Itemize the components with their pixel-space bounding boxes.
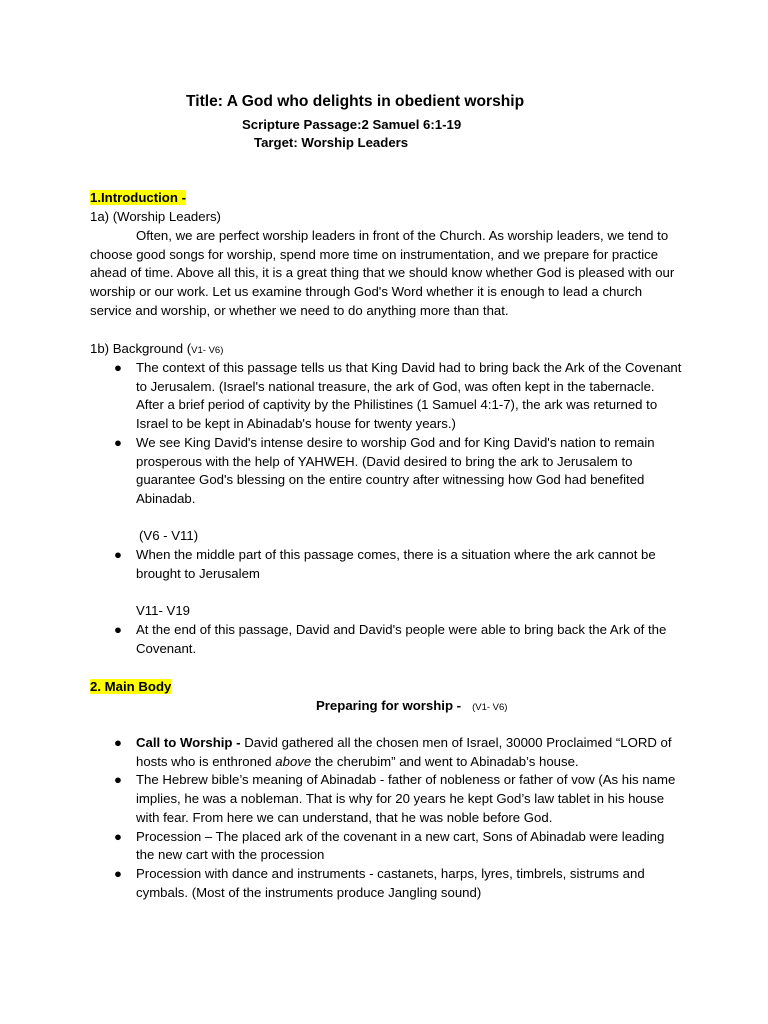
main-body-heading	[90, 678, 171, 697]
subsection-v11-v19: V11- V19	[136, 603, 191, 618]
list-item	[90, 546, 682, 583]
bullet-icon: ●	[114, 434, 122, 450]
list-item-text: David gathered all the chosen men of Israel, 30000 Proclaimed “LORD of hosts who is enthroned	[136, 735, 672, 769]
preparing-for-worship-ref: (V1- V6)	[472, 702, 508, 713]
bullet-icon: ●	[114, 735, 122, 750]
bullet-icon: ●	[114, 772, 122, 788]
bullet-icon: ●	[114, 547, 122, 562]
introduction-heading-text: 1.Introduction -	[90, 190, 186, 205]
target-audience: Target: Worship Leaders	[254, 135, 409, 150]
bullet-icon: ●	[114, 622, 122, 637]
list-item-text: The context of this passage tells us that King David had to bring back the Ark of the Covenant to Jerusalem. (Israel's national treasure, the ark of God, was often kept in the tabernacle. After a brief period of captivity by the Philistines (1 Samuel 4:1-7), the ark was returned to Israel to be kept in Abinadab's house for twenty years.)	[136, 360, 682, 432]
list-item-text: Procession with dance and instruments - castanets, harps, lyres, timbrels, sistrums and cymbals. (Most of the instruments produce Jangling sound)	[136, 865, 645, 900]
introduction-heading	[90, 189, 186, 208]
list-item-text: At the end of this passage, David and David's people were able to bring back the Ark of the Covenant.	[136, 622, 667, 656]
list-item-text: the cherubim” and went to Abinadab’s house.	[311, 753, 579, 769]
subsection-v6-v11: (V6 - V11)	[139, 528, 199, 543]
introduction-paragraph-text: Often, we are perfect worship leaders in front of the Church. As worship leaders, we tend to choose good songs for worship, spend more time on instrumentation, and we prepare for practice ahead of time. Above all this, it is a great thing that we should know whether God is pleased with our worship or our work. Let us examine through God's Word whether it is enough to lead a church service and worship, or whether we need to do anything more than that.	[90, 228, 675, 318]
preparing-for-worship-heading	[316, 697, 507, 718]
list-item-text: We see King David's intense desire to worship God and for King David's nation to remain prosperous with the help of YAHWEH. (David desired to bring the ark to Jerusalem to guarantee God's blessing on the entire country after witnessing how God had benefited Abinadab.	[136, 434, 655, 506]
end-bullets	[90, 621, 682, 658]
list-item	[90, 359, 682, 434]
subsection-1a: 1a) (Worship Leaders)	[90, 209, 221, 224]
list-item	[90, 434, 682, 509]
bullet-icon: ●	[114, 865, 122, 881]
list-item-text: Procession – The placed ark of the covenant in a new cart, Sons of Abinadab were leading the new cart with the procession	[136, 828, 665, 863]
bullet-icon: ●	[114, 360, 122, 375]
list-item	[90, 771, 682, 827]
scripture-passage: Scripture Passage:2 Samuel 6:1-19	[242, 117, 462, 132]
introduction-paragraph	[90, 227, 682, 321]
list-item-text: The Hebrew bible’s meaning of Abinadab - father of nobleness or father of vow (As his name implies, he was a nobleman. That is why for 20 years he kept God’s law tablet in his house with fear. From here we can understand, that he was noble before God.	[136, 772, 676, 825]
list-item	[90, 621, 682, 658]
subsection-1b	[90, 340, 223, 361]
middle-bullets	[90, 546, 682, 583]
list-item-italic: above	[275, 753, 312, 769]
preparing-for-worship-text: Preparing for worship -	[316, 698, 462, 713]
list-item	[90, 865, 682, 902]
list-item	[90, 734, 682, 771]
list-item-text: When the middle part of this passage comes, there is a situation where the ark cannot be brought to Jerusalem	[136, 547, 656, 581]
call-to-worship-label: Call to Worship -	[136, 735, 241, 750]
main-body-bullets	[90, 734, 682, 902]
sermon-title: Title: A God who delights in obedient worship	[186, 93, 525, 110]
main-body-heading-text: 2. Main Body	[90, 679, 172, 694]
subsection-1b-label: 1b) Background (	[90, 341, 192, 356]
list-item	[90, 828, 682, 865]
bullet-icon: ●	[114, 828, 122, 844]
background-bullets	[90, 359, 682, 509]
subsection-1b-ref: V1- V6)	[191, 345, 224, 356]
